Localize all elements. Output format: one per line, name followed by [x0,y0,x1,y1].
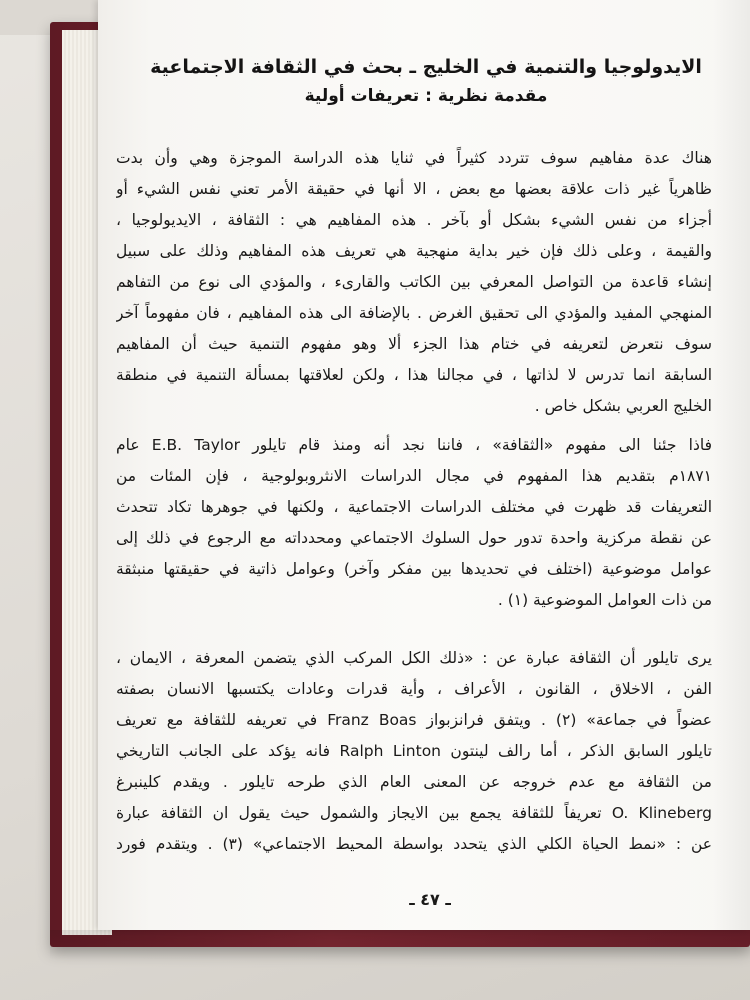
text-line: سوف نتعرض لتعريفه في ختام هذا الجزء ألا وهو مفهوم التنمية حيث أن المفاهيم [116,335,712,353]
section-subtitle: مقدمة نظرية : تعريفات أولية [304,86,548,106]
text-line: المنهجي المفيد والمؤدي الى تحقيق الغرض . بالإضافة الى هذه المفاهيم ، فان مفهوماً آخر [116,304,712,322]
text-line: O. Klineberg تعريفاً للثقافة يجمع بين الايجاز والشمول حيث يقول ان الثقافة عبارة [116,804,712,822]
text-line: عن : «نمط الحياة الكلي الذي يتحدد بواسطة المحيط الاجتماعي» (٣) . ويتقدم فورد [116,835,712,853]
text-line: من الثقافة مع عدم خروجه عن المعنى العام الذي طرحه تايلور . ويقدم كلينبرغ [116,773,712,791]
paragraph-3 [116,643,712,860]
text-line: إنشاء قاعدة من التواصل المعرفي بين الكاتب والقارىء ، والمؤدي الى نوع من التفاهم [116,273,712,291]
page-number: ـ ٤٧ ـ [409,890,451,909]
text-line: ١٨٧١م بتقديم هذا المفهوم في مجال الدراسات الانثروبولوجية ، فإن المئات من [116,467,712,485]
paragraph-2 [116,430,712,616]
chapter-title: الايدولوجيا والتنمية في الخليج ـ بحث في الثقافة الاجتماعية [150,56,702,78]
text-line: والقيمة ، وعلى ذلك فإن خير بداية منهجية هي تعريف هذه المفاهيم وذلك على سبيل [116,242,712,260]
text-line: الخليج العربي بشكل خاص . [534,397,712,415]
text-line: هناك عدة مفاهيم سوف تتردد كثيراً في ثنايا هذه الدراسة الموجزة وهي وأن بدت [116,149,712,167]
text-line: أجزاء من نفس الشيء بشكل أو بآخر . هذه المفاهيم هي : الثقافة ، الايديولوجيا ، [116,211,712,229]
page-gutter-shadow [712,0,750,930]
text-line: عوامل موضوعية (اختلف في تحديدها بين مفكر وآخر) وعوامل ذاتية في حقيقتها منبثقة [116,560,712,578]
text-line: فاذا جئنا الى مفهوم «الثقافة» ، فاننا نجد أنه ومنذ قام تايلور E.B. Taylor عام [116,436,712,454]
text-line: الفن ، الاخلاق ، القانون ، الأعراف ، وأية قدرات وعادات يكتسبها الانسان بصفته [116,680,712,698]
text-line: عن نقطة مركزية واحدة تدور حول السلوك الاجتماعي ومحدداته مع الرجوع في ذلك إلى [116,529,712,547]
text-line: السابقة انما تدرس لا لذاتها ، في مجالنا هذا ، ولكن لعلاقتها بمسألة التنمية في منطقة [116,366,712,384]
text-line: عضواً في جماعة» (٢) . ويتفق فرانزبواز Franz Boas في تعريفه للثقافة مع تعريف [116,711,712,729]
text-line: ظاهرياً غير ذات علاقة بعضها مع بعض ، الا أنها في حقيقة الأمر تعني نفس الشيء أو [116,180,712,198]
text-line: يرى تايلور أن الثقافة عبارة عن : «ذلك الكل المركب الذي يتضمن المعرفة ، الايمان ، [116,649,712,667]
paragraph-1 [116,143,712,422]
book-shadow [50,930,750,960]
text-line: التعريفات قد ظهرت في مختلف الدراسات الاجتماعية ، ولكنها في جوهرها تكاد تتحدث [116,498,712,516]
text-line: من ذات العوامل الموضوعية (١) . [497,591,712,609]
text-line: تايلور السابق الذكر ، أما رالف لينتون Ralph Linton فانه يؤكد على الجانب التاريخي [116,742,712,760]
